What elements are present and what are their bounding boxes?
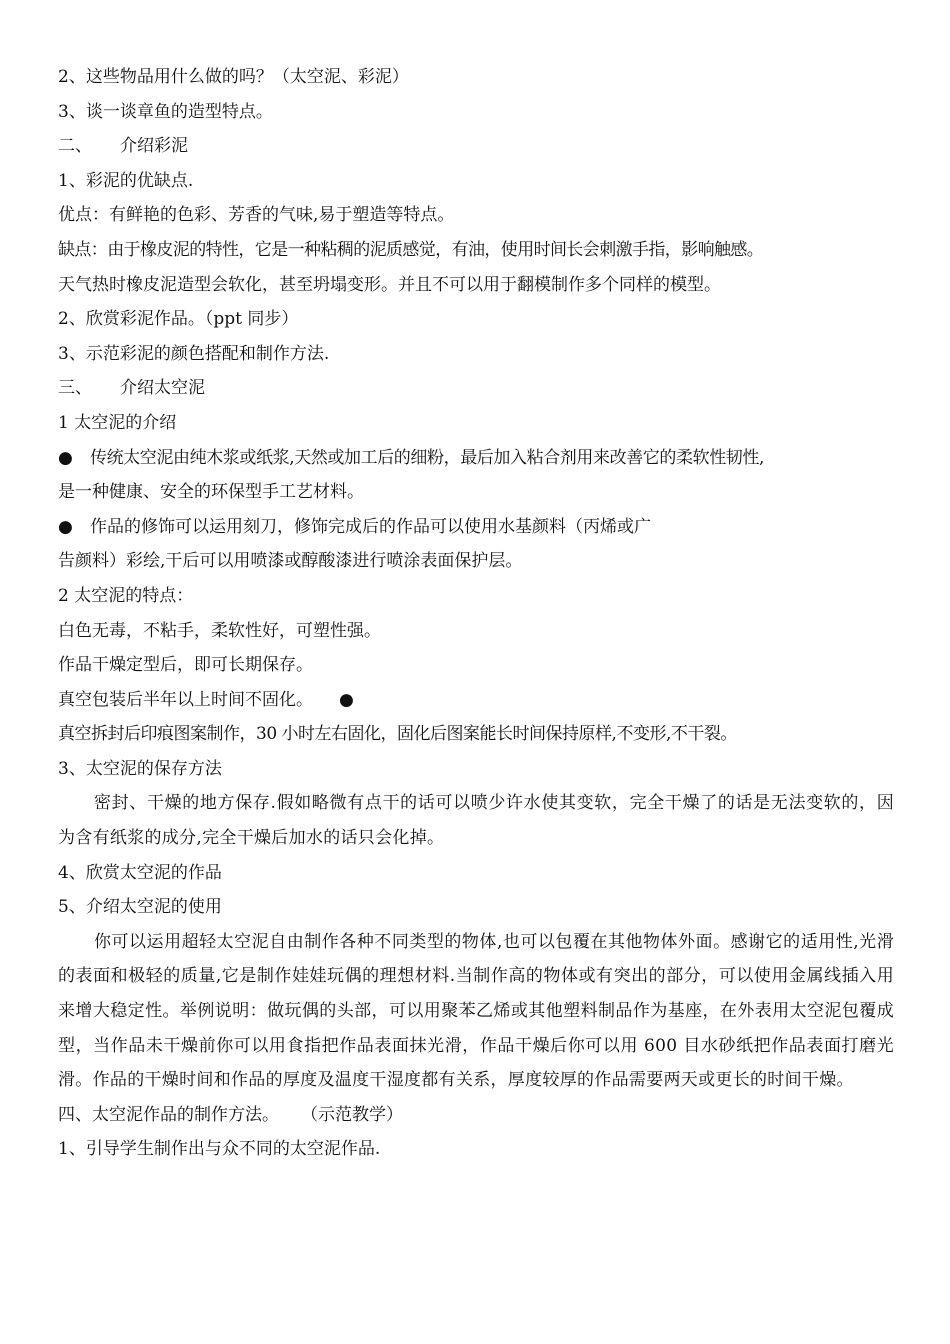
bullet-item [58,510,894,545]
text-line: 5、介绍太空泥的使用 [58,897,222,918]
text-line: 3、太空泥的保存方法 [58,758,222,779]
text-line: 优点：有鲜艳的色彩、芳香的气味,易于塑造等特点。 [58,205,455,226]
paragraph-storage: 密封、干燥的地方保存.假如略微有点干的话可以喷少许水使其变软，完全干燥了的话是无法变软的，因为含有纸浆的成分,完全干燥后加水的话只会化掉。 [58,793,894,849]
bullet-item [58,441,894,476]
text-line-with-bullet [58,683,894,718]
text-line: 1 太空泥的介绍 [58,412,177,433]
section-heading-2 [58,129,894,164]
text-line: 作品干燥定型后，即可长期保存。 [58,655,313,676]
bullet-text: 传统太空泥由纯木浆或纸浆,天然或加工后的细粉，最后加入粘合剂用来改善它的柔软性韧性, [90,447,765,468]
bullet-icon: ● [58,447,73,468]
section-title: 介绍太空泥 [120,378,205,399]
section-note: （示范教学） [301,1104,403,1125]
bullet-icon: ● [58,516,73,537]
text-line: 天气热时橡皮泥造型会软化，甚至坍塌变形。并且不可以用于翻模制作多个同样的模型。 [58,274,721,295]
bullet-icon: ● [339,689,354,710]
text-line: 是一种健康、安全的环保型手工艺材料。 [58,482,364,503]
section-number: 二、 [58,136,92,157]
paragraph-usage: 你可以运用超轻太空泥自由制作各种不同类型的物体,也可以包覆在其他物体外面。感谢它的适用性,光滑的表面和极轻的质量,它是制作娃娃玩偶的理想材料.当制作高的物体或有突出的部分，可以使用金属线插入用来增大稳定性。举例说明：做玩偶的头部，可以用聚苯乙烯或其他塑料制品作为基座，在外表用太空泥包覆成型，当作品未干燥前你可以用食指把作品表面抹光滑，作品干燥后你可以用 600 目水砂纸把作品表面打磨光滑。作品的干燥时间和作品的厚度及温度干湿度都有关系，厚度较厚的作品需要两天或更长的时间干燥。 [58,931,894,1091]
text-line: 白色无毒，不粘手，柔软性好，可塑性强。 [58,620,381,641]
text-line: 2、欣赏彩泥作品。（ppt 同步） [58,309,299,330]
text-line: 真空拆封后印痕图案制作，30 小时左右固化，固化后图案能长时间保持原样,不变形,不干裂。 [58,724,737,745]
document-page [58,60,894,1167]
section-number: 三、 [58,378,92,399]
section-heading-3 [58,371,894,406]
text-line: 2、这些物品用什么做的吗？（太空泥、彩泥） [58,67,409,87]
section-title: 四、太空泥作品的制作方法。 [58,1104,279,1125]
text-line: 1、引导学生制作出与众不同的太空泥作品. [58,1139,381,1160]
section-title: 介绍彩泥 [120,136,188,157]
text-line: 告颜料）彩绘,干后可以用喷漆或醇酸漆进行喷涂表面保护层。 [58,551,523,572]
text-content: 真空包装后半年以上时间不固化。 [58,689,313,710]
text-line: 4、欣赏太空泥的作品 [58,862,222,883]
text-line: 缺点：由于橡皮泥的特性，它是一种粘稠的泥质感觉，有油，使用时间长会刺激手指，影响触感。 [58,239,764,260]
text-line: 2 太空泥的特点： [58,585,194,606]
section-heading-4 [58,1098,894,1133]
text-line: 1、彩泥的优缺点. [58,170,194,191]
bullet-text: 作品的修饰可以运用刻刀，修饰完成后的作品可以使用水基颜料（丙烯或广 [90,516,651,537]
text-line: 3、谈一谈章鱼的造型特点。 [58,101,273,122]
text-line: 3、示范彩泥的颜色搭配和制作方法. [58,343,330,364]
